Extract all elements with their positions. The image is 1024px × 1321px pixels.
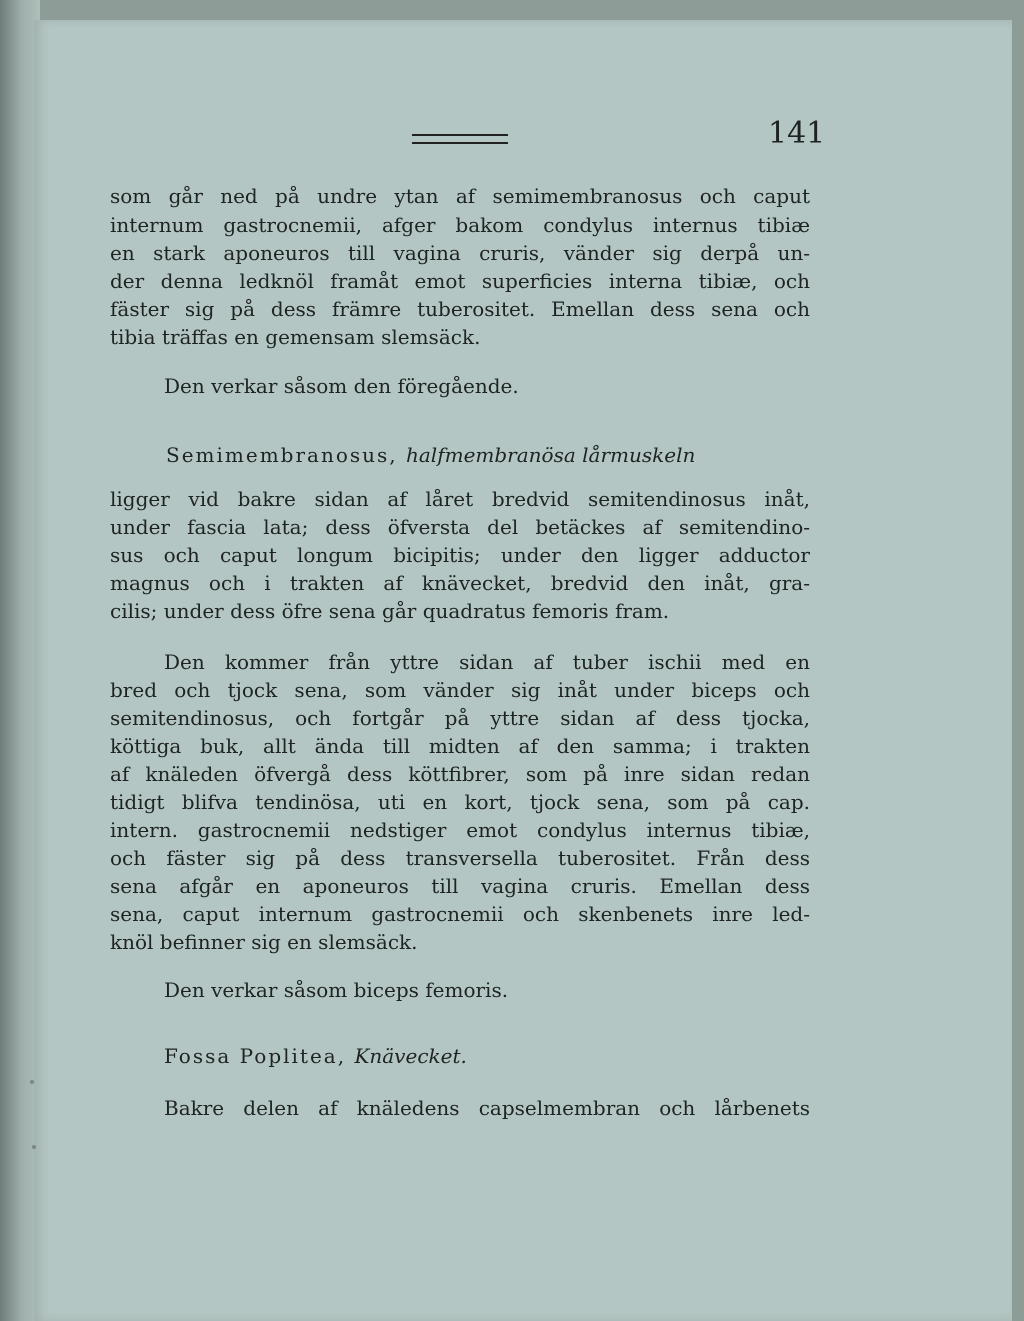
paper-spot (32, 1145, 36, 1149)
page-number: 141 (768, 116, 826, 151)
heading-swedish: halfmembranösa lårmuskeln (406, 443, 696, 467)
paragraph-5: Den verkar såsom biceps femoris. (164, 978, 509, 1002)
paragraph-4-line: tidigt blifva tendinösa, uti en kort, tjock sena, som på cap. (110, 790, 810, 814)
paragraph-3-line: ligger vid bakre sidan af låret bredvid semitendinosus inåt, (110, 487, 810, 511)
paragraph-4-line: bred och tjock sena, som vänder sig inåt under biceps och (110, 678, 810, 702)
heading-latin: Semimembranosus, (166, 443, 398, 467)
paragraph-2: Den verkar såsom den föregående. (164, 374, 519, 398)
paragraph-1-line: internum gastrocnemii, afger bakom condylus internus tibiæ (110, 213, 810, 237)
paragraph-1-line: som går ned på undre ytan af semimembranosus och caput (110, 184, 810, 208)
paper-spot (30, 1080, 34, 1084)
heading-latin: Fossa Poplitea, (164, 1044, 347, 1068)
section-heading-fossa-poplitea (164, 1042, 810, 1070)
paragraph-4-line: sena, caput internum gastrocnemii och skenbenets inre led- (110, 902, 810, 926)
paragraph-4-line: intern. gastrocnemii nedstiger emot condylus internus tibiæ, (110, 818, 810, 842)
paragraph-3-line: cilis; under dess öfre sena går quadratus femoris fram. (110, 599, 670, 623)
header-rule (412, 134, 508, 144)
heading-swedish: Knävecket. (354, 1044, 467, 1068)
paragraph-4-line: köttiga buk, allt ända till midten af den samma; i trakten (110, 734, 810, 758)
paragraph-4-line: semitendinosus, och fortgår på yttre sidan af dess tjocka, (110, 706, 810, 730)
paragraph-4-line: och fäster sig på dess transversella tuberositet. Från dess (110, 846, 810, 870)
paragraph-4-line: af knäleden öfvergå dess köttfibrer, som på inre sidan redan (110, 762, 810, 786)
paragraph-3-line: sus och caput longum bicipitis; under den ligger adductor (110, 543, 810, 567)
paragraph-4-line: Den kommer från yttre sidan af tuber ischii med en (164, 650, 810, 674)
paragraph-6: Bakre delen af knäledens capselmembran och lårbenets (164, 1096, 810, 1120)
paragraph-4-line: sena afgår en aponeuros till vagina cruris. Emellan dess (110, 874, 810, 898)
paragraph-1-line: en stark aponeuros till vagina cruris, vänder sig derpå un- (110, 241, 810, 265)
section-heading-semimembranosus (166, 441, 810, 469)
paragraph-1-line: fäster sig på dess främre tuberositet. Emellan dess sena och (110, 297, 810, 321)
paragraph-3-line: magnus och i trakten af knävecket, bredvid den inåt, gra- (110, 571, 810, 595)
paragraph-3-line: under fascia lata; dess öfversta del betäckes af semitendino- (110, 515, 810, 539)
paragraph-4-line: knöl befinner sig en slemsäck. (110, 930, 418, 954)
paragraph-1-line: der denna ledknöl framåt emot superficies interna tibiæ, och (110, 269, 810, 293)
paragraph-1-line: tibia träffas en gemensam slemsäck. (110, 325, 481, 349)
